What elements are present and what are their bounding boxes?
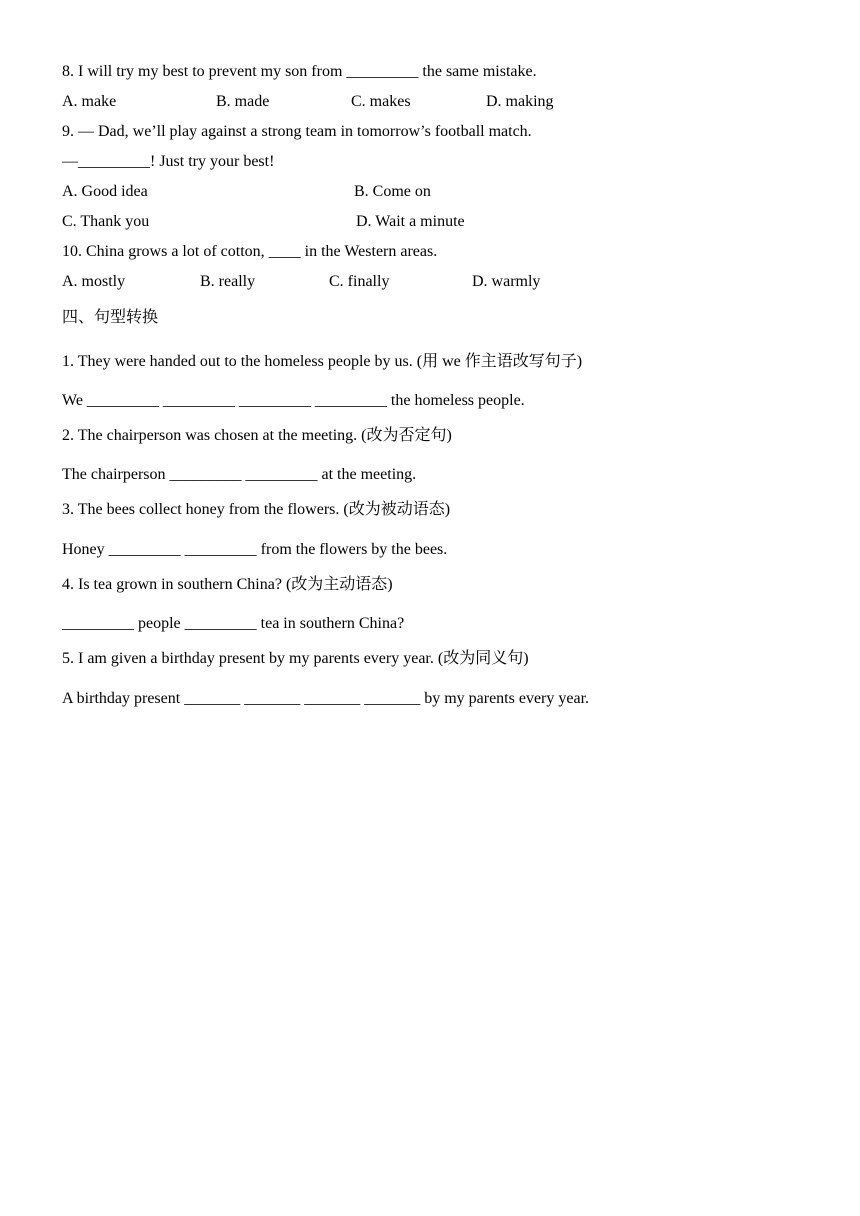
question-8-option-b: B. made	[216, 93, 270, 110]
transform-4-prompt: 4. Is tea grown in southern China? (改为主动语态)	[62, 576, 393, 593]
question-10-option-b: B. really	[200, 273, 256, 290]
transform-1-prompt: 1. They were handed out to the homeless people by us. (用 we 作主语改写句子)	[62, 353, 583, 370]
question-9-option-b: B. Come on	[354, 183, 431, 200]
transform-2-prompt: 2. The chairperson was chosen at the meeting. (改为否定句)	[62, 427, 452, 444]
transform-5-answer: A birthday present _______ _______ _______ _______ by my parents every year.	[62, 690, 590, 707]
question-10-option-c: C. finally	[329, 273, 390, 290]
transform-3-prompt: 3. The bees collect honey from the flowers. (改为被动语态)	[62, 501, 451, 518]
question-8-option-c: C. makes	[351, 93, 411, 110]
question-10-option-a: A. mostly	[62, 273, 126, 290]
question-8-option-d: D. making	[486, 93, 554, 110]
question-8-text: 8. I will try my best to prevent my son from _________ the same mistake.	[62, 63, 537, 80]
question-9-option-d: D. Wait a minute	[356, 213, 465, 230]
question-9-reply: —_________! Just try your best!	[62, 153, 275, 170]
section-heading: 四、句型转换	[62, 307, 159, 326]
question-10-option-d: D. warmly	[472, 273, 541, 290]
question-9-text: 9. — Dad, we’ll play against a strong team in tomorrow’s football match.	[62, 123, 532, 140]
transform-1-answer: We _________ _________ _________ _________ the homeless people.	[62, 392, 525, 409]
question-8-option-a: A. make	[62, 93, 117, 110]
transform-2-answer: The chairperson _________ _________ at the meeting.	[62, 466, 417, 483]
question-10-text: 10. China grows a lot of cotton, ____ in the Western areas.	[62, 243, 438, 260]
question-9-option-a: A. Good idea	[62, 183, 148, 200]
transform-3-answer: Honey _________ _________ from the flowers by the bees.	[62, 541, 448, 558]
question-9-option-c: C. Thank you	[62, 213, 150, 230]
transform-4-answer: _________ people _________ tea in southern China?	[62, 615, 405, 632]
transform-5-prompt: 5. I am given a birthday present by my parents every year. (改为同义句)	[62, 650, 529, 667]
